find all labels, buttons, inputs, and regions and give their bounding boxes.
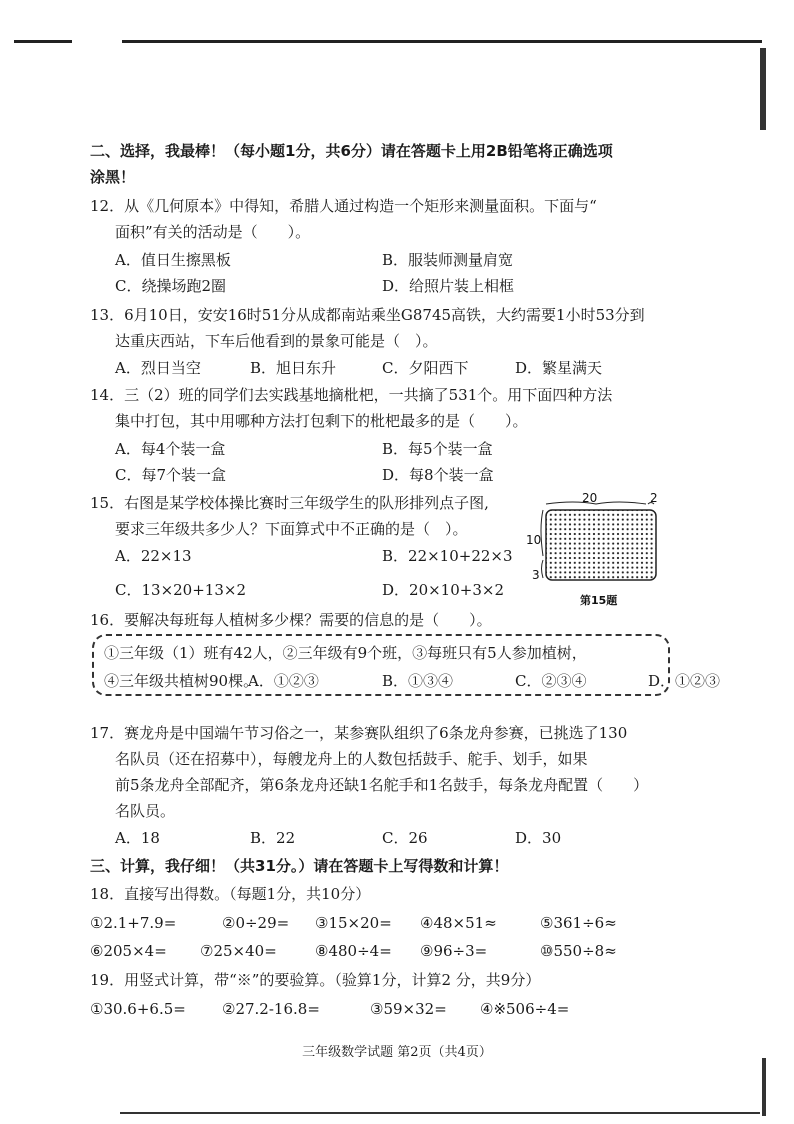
label-2: 2 [650,491,658,505]
q15-option-c: C．13×20+13×2 [115,581,246,599]
q17-stem-line2: 名队员（还在招募中），每艘龙舟上的人数包括鼓手、舵手、划手，如果 [115,750,588,768]
q15-stem-line1: 15．右图是某学校体操比赛时三年级学生的队形排列点子图, [90,494,489,512]
q17-stem-line4: 名队员。 [115,802,176,820]
page-footer: 三年级数学试题 第2页（共4页） [302,1045,492,1060]
q16-info-line1: ①三年级（1）班有42人，②三年级有9个班，③每班只有5人参加植树， [104,644,587,662]
q16-option-d: D．①②③ [648,672,721,690]
q16-option-b: B．①③④ [382,672,454,690]
section2-heading-line2: 涂黑！ [90,168,136,186]
q14-option-a: A．每4个装一盒 [115,440,226,458]
q12-option-c: C．绕操场跑2圈 [115,277,227,295]
q14-stem-line1: 14．三（2）班的同学们去实践基地摘枇杷，一共摘了531个。用下面四种方法 [90,386,613,404]
q15-option-b: B．22×10+22×3 [382,547,513,565]
q17-stem-line1: 17．赛龙舟是中国端午节习俗之一，某参赛队组织了6条龙舟参赛，已挑选了130 [90,724,628,742]
q14-option-b: B．每5个装一盒 [382,440,493,458]
q12-option-a: A．值日生擦黑板 [115,251,231,269]
q14-stem-line2: 集中打包，其中用哪种方法打包剩下的枇杷最多的是（ ）。 [115,412,528,430]
q18-item-1: ①2.1+7.9= [90,914,177,932]
left-brace-3 [542,560,544,578]
section2-heading-line1: 二、选择，我最棒！（每小题1分，共6分）请在答题卡上用2B铅笔将正确选项 [90,142,613,160]
q18-item-6: ⑥205×4= [90,942,167,960]
q13-stem-line2: 达重庆西站，下车后他看到的景象可能是（ ）。 [115,332,438,350]
q16-info-line2: ④三年级共植树90棵。 [104,672,259,690]
q16-stem-line1: 16．要解决每班每人植树多少棵？需要的信息的是（ ）。 [90,611,492,629]
section3-heading: 三、计算，我仔细！（共31分。）请在答题卡上写得数和计算！ [90,857,509,875]
dot-grid [546,510,656,580]
scan-border-right-bottom [762,1058,766,1116]
scan-border-left-segment [14,40,72,43]
q18-item-4: ④48×51≈ [420,914,497,932]
q17-option-b: B．22 [250,829,296,847]
q18-item-8: ⑧480÷4= [315,942,392,960]
q13-option-b: B．旭日东升 [250,359,337,377]
q13-option-d: D．繁星满天 [515,359,603,377]
q12-option-b: B．服装师测量肩宽 [382,251,514,269]
q12-option-d: D．给照片装上相框 [382,277,515,295]
scan-border-right-top [760,48,766,130]
q15-dot-array-figure [526,491,670,610]
figure-caption: 第15题 [580,594,618,607]
q17-stem-line3: 前5条龙舟全部配齐，第6条龙舟还缺1名舵手和1名鼓手，每条龙舟配置（ ） [115,776,649,794]
q19-item-1: ①30.6+6.5= [90,1000,186,1018]
q14-option-c: C．每7个装一盒 [115,466,227,484]
q18-item-5: ⑤361÷6≈ [540,914,617,932]
q18-item-2: ②0÷29= [222,914,290,932]
q13-stem-line1: 13．6月10日，安安16时51分从成都南站乘坐G8745高铁，大约需要1小时53分到 [90,306,645,324]
scan-border-top [122,40,762,43]
left-brace-10 [541,510,543,556]
q19-item-4: ④※506÷4= [480,1000,570,1018]
q14-option-d: D．每8个装一盒 [382,466,494,484]
q17-option-c: C．26 [382,829,428,847]
q15-stem-line2: 要求三年级共多少人？下面算式中不正确的是（ ）。 [115,520,468,538]
q18-item-10: ⑩550÷8≈ [540,942,617,960]
q15-option-d: D．20×10+3×2 [382,581,504,599]
label-3: 3 [532,568,540,582]
q19-title: 19．用竖式计算，带“※”的要验算。（验算1分，计算2 分，共9分） [90,971,541,989]
scan-border-bottom [120,1112,760,1114]
q19-item-2: ②27.2-16.8= [222,1000,320,1018]
q17-option-d: D．30 [515,829,562,847]
q18-item-7: ⑦25×40= [200,942,277,960]
q18-item-3: ③15×20= [315,914,392,932]
q16-option-a: A．①②③ [248,672,319,690]
q19-item-3: ③59×32= [370,1000,447,1018]
q17-option-a: A．18 [115,829,160,847]
q12-stem-line2: 面积”有关的活动是（ ）。 [115,223,311,241]
q18-item-9: ⑨96÷3= [420,942,488,960]
q15-option-a: A．22×13 [115,547,192,565]
q12-stem-line1: 12．从《几何原本》中得知，希腊人通过构造一个矩形来测量面积。下面与“ [90,197,597,215]
q16-option-c: C．②③④ [515,672,587,690]
q13-option-a: A．烈日当空 [115,359,201,377]
q18-title: 18．直接写出得数。（每题1分，共10分） [90,885,371,903]
label-10: 10 [526,533,542,547]
label-20: 20 [582,491,598,505]
q13-option-c: C．夕阳西下 [382,359,469,377]
